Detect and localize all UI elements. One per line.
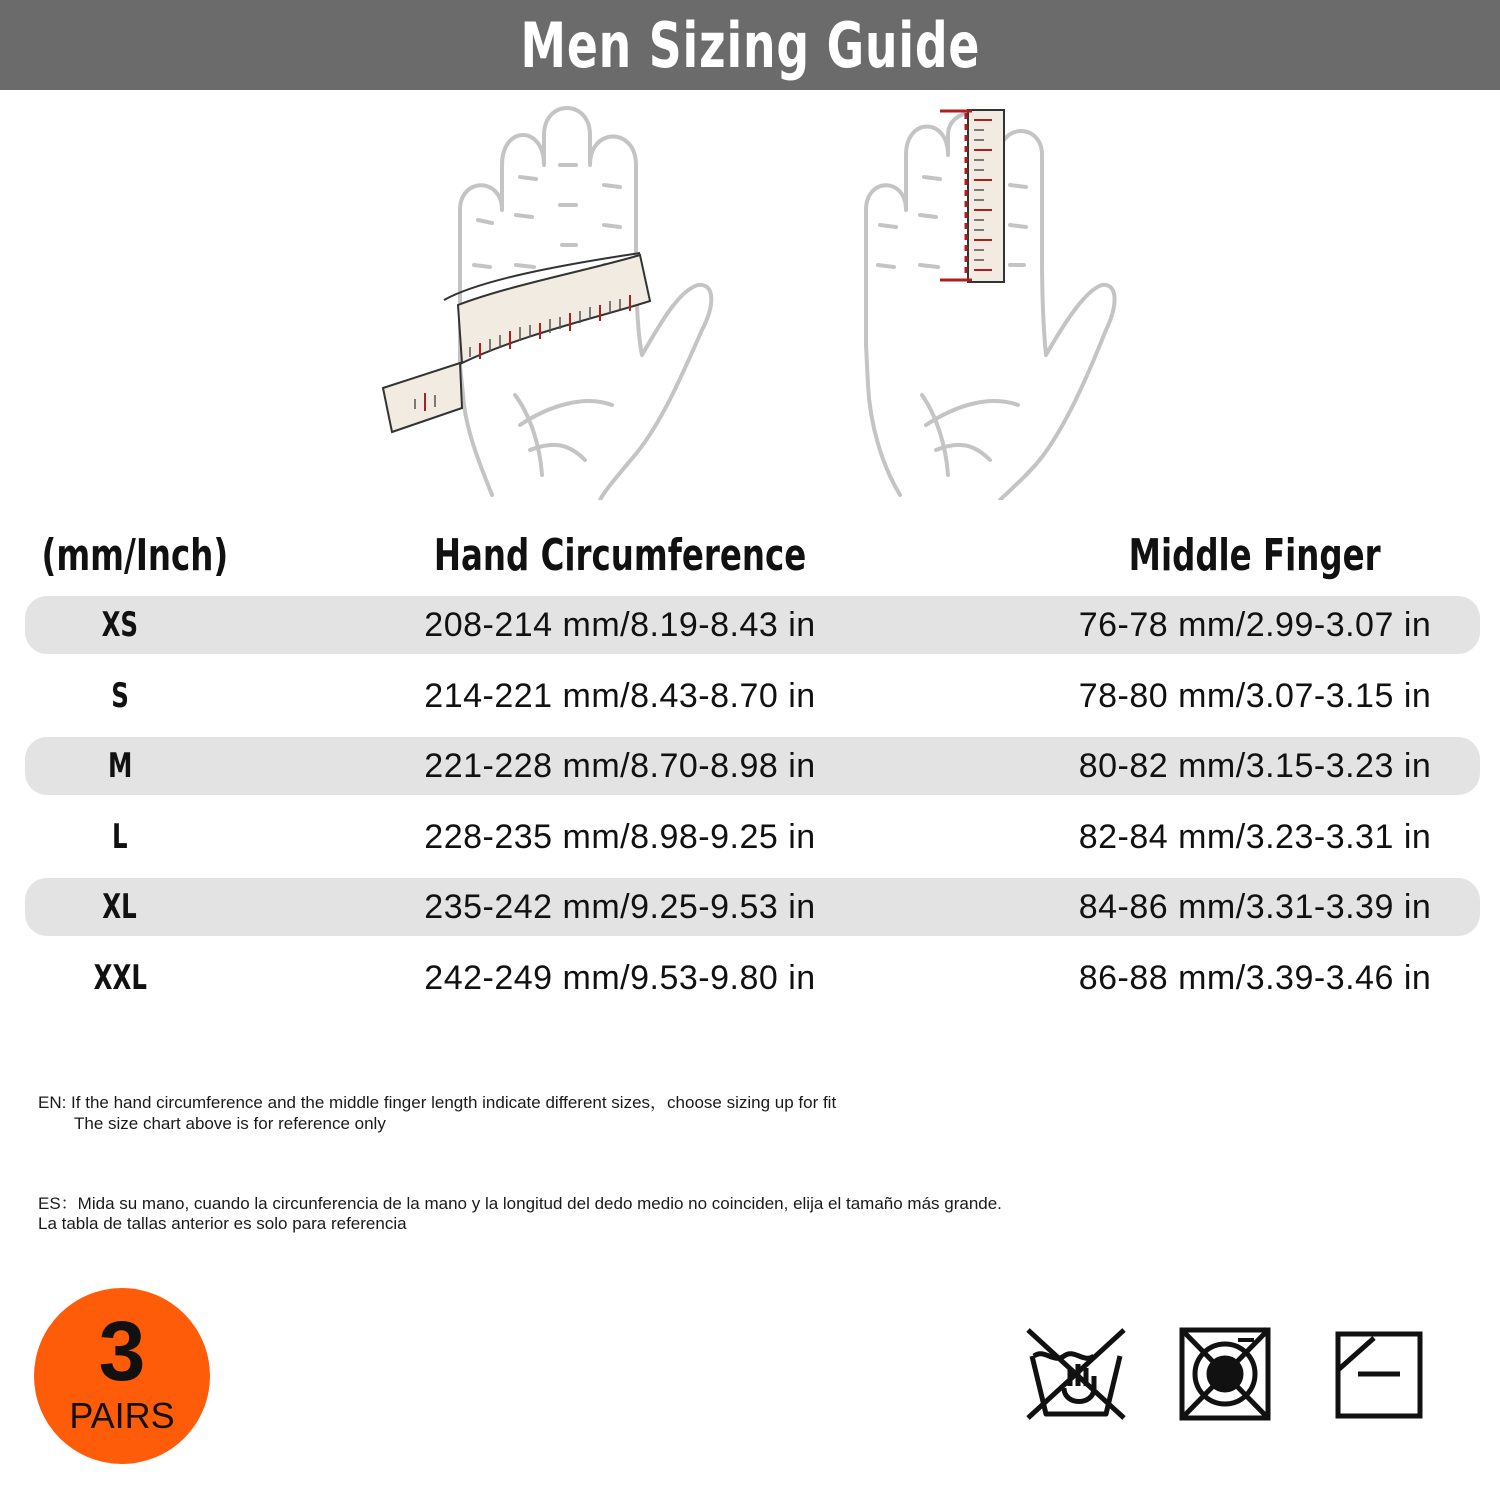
size-label: L <box>112 817 128 857</box>
note-es-line2: La tabla de tallas anterior es solo para referencia <box>38 1214 407 1233</box>
table-row-xs <box>25 596 1480 654</box>
page-title: Men Sizing Guide <box>520 8 980 82</box>
middle-finger-value: 76-78 mm/2.99-3.07 in <box>1078 605 1432 644</box>
dry-flat-icon <box>1334 1330 1424 1420</box>
pairs-count: 3 <box>98 1304 146 1398</box>
note-en-line1: EN: If the hand circumference and the middle finger length indicate different sizes，choose sizing up for fit <box>38 1093 837 1112</box>
hand-circumference-illustration <box>380 105 720 500</box>
table-row-xxl <box>25 949 1480 1007</box>
middle-finger-value: 80-82 mm/3.15-3.23 in <box>1078 746 1432 785</box>
header-bar <box>0 0 1500 90</box>
size-label: XXL <box>93 958 147 998</box>
unit-column-header: (mm/Inch) <box>41 529 229 581</box>
size-label: M <box>107 746 133 786</box>
hand-circumference-value: 242-249 mm/9.53-9.80 in <box>424 958 816 997</box>
hand-circumference-value: 214-221 mm/8.43-8.70 in <box>424 676 816 715</box>
do-not-tumble-dry-icon <box>1178 1326 1272 1422</box>
hand-circumference-value: 221-228 mm/8.70-8.98 in <box>424 746 816 785</box>
size-label: S <box>111 676 129 716</box>
hand-circumference-value: 235-242 mm/9.25-9.53 in <box>424 887 816 926</box>
table-row-m <box>25 737 1480 795</box>
hand-circumference-value: 208-214 mm/8.19-8.43 in <box>424 605 816 644</box>
middle-finger-value: 82-84 mm/3.23-3.31 in <box>1078 817 1432 856</box>
note-en-line2: The size chart above is for reference only <box>74 1114 386 1133</box>
middle-finger-value: 84-86 mm/3.31-3.39 in <box>1078 887 1432 926</box>
middle-finger-illustration <box>860 105 1120 500</box>
middle-finger-header: Middle Finger <box>1128 529 1382 581</box>
do-not-wash-icon <box>1024 1326 1128 1422</box>
note-es-line1: ES：Mida su mano, cuando la circunferencia de la mano y la longitud del dedo medio no coinciden, elija el tamaño más grande. <box>38 1194 1002 1213</box>
table-row-xl <box>25 878 1480 936</box>
size-label: XL <box>102 887 138 927</box>
middle-finger-value: 78-80 mm/3.07-3.15 in <box>1078 676 1432 715</box>
pairs-badge <box>34 1288 210 1464</box>
table-row-s <box>25 667 1480 725</box>
hand-circumference-value: 228-235 mm/8.98-9.25 in <box>424 817 816 856</box>
pairs-label: PAIRS <box>69 1395 175 1436</box>
table-row-l <box>25 808 1480 866</box>
size-label: XS <box>101 605 139 645</box>
middle-finger-value: 86-88 mm/3.39-3.46 in <box>1078 958 1432 997</box>
hand-circumference-header: Hand Circumference <box>433 529 807 581</box>
